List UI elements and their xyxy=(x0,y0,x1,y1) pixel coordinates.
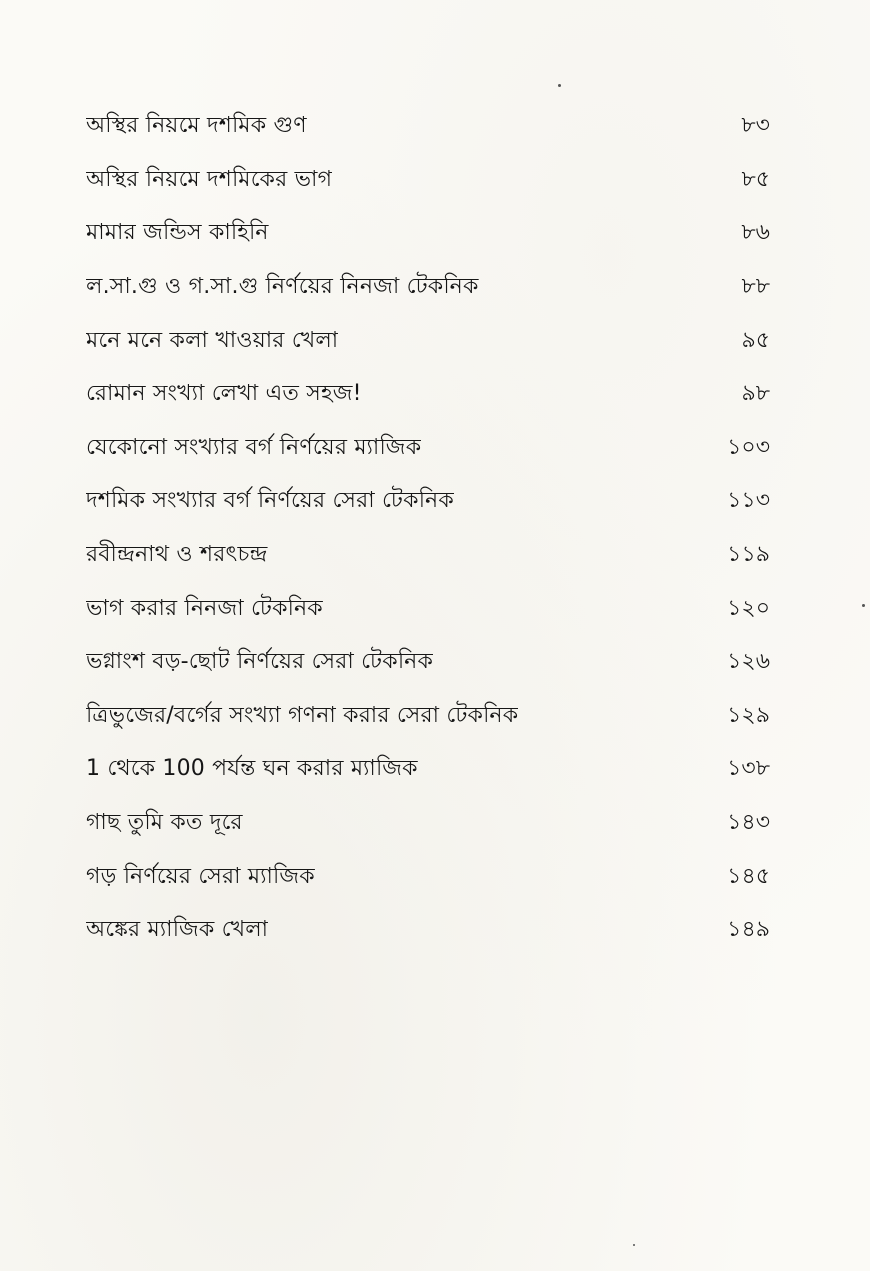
toc-entry[interactable] xyxy=(86,797,770,851)
toc-entry-page: ৮৬ xyxy=(741,220,770,246)
toc-entry-title: মামার জন্ডিস কাহিনি xyxy=(86,220,269,246)
toc-entry[interactable] xyxy=(86,368,770,422)
toc-entry-title: গড় নির্ণয়ের সেরা ম্যাজিক xyxy=(86,863,315,889)
toc-entry[interactable] xyxy=(86,743,770,797)
toc-entry-page: ১৪৫ xyxy=(727,863,770,889)
toc-entry-title: দশমিক সংখ্যার বর্গ নির্ণয়ের সেরা টেকনিক xyxy=(86,488,454,514)
toc-entry-title: ত্রিভুজের/বর্গের সংখ্যা গণনা করার সেরা টেকনিক xyxy=(86,702,519,728)
toc-entry-page: ১১৯ xyxy=(727,542,770,568)
toc-entry-title: রবীন্দ্রনাথ ও শরৎচন্দ্র xyxy=(86,542,268,568)
toc-entry[interactable] xyxy=(86,529,770,583)
toc-entry-title: অস্থির নিয়মে দশমিকের ভাগ xyxy=(86,166,333,192)
toc-entry[interactable] xyxy=(86,261,770,315)
toc-entry-title: রোমান সংখ্যা লেখা এত সহজ! xyxy=(86,381,362,407)
toc-entry-title: ল.সা.গু ও গ.সা.গু নির্ণয়ের নিনজা টেকনিক xyxy=(86,274,479,300)
toc-entry-page: ১০৩ xyxy=(727,434,770,460)
toc-entry[interactable] xyxy=(86,475,770,529)
toc-entry[interactable] xyxy=(86,850,770,904)
toc-entry-page: ১৪৩ xyxy=(727,810,770,836)
toc-entry[interactable] xyxy=(86,582,770,636)
toc-entry-page: ১৩৮ xyxy=(727,756,770,782)
toc-entry-title: ভাগ করার নিনজা টেকনিক xyxy=(86,595,323,621)
toc-entry-page: ১৪৯ xyxy=(727,917,770,943)
toc-entry-page: ১২০ xyxy=(727,595,770,621)
print-speck xyxy=(558,84,561,87)
toc-entry-title: 1 থেকে 100 পর্যন্ত ঘন করার ম্যাজিক xyxy=(86,756,418,782)
toc-entry-title: মনে মনে কলা খাওয়ার খেলা xyxy=(86,327,339,353)
print-speck xyxy=(633,1244,635,1246)
toc-entry-title: যেকোনো সংখ্যার বর্গ নির্ণয়ের ম্যাজিক xyxy=(86,434,422,460)
toc-entry-title: গাছ তুমি কত দূরে xyxy=(86,810,243,836)
table-of-contents xyxy=(86,100,770,958)
toc-entry[interactable] xyxy=(86,314,770,368)
toc-entry[interactable] xyxy=(86,422,770,476)
toc-entry-page: ১২৬ xyxy=(727,649,770,675)
toc-entry-title: ভগ্নাংশ বড়-ছোট নির্ণয়ের সেরা টেকনিক xyxy=(86,649,434,675)
toc-entry[interactable] xyxy=(86,636,770,690)
toc-entry[interactable] xyxy=(86,690,770,744)
toc-entry-page: ১১৩ xyxy=(727,488,770,514)
toc-entry[interactable] xyxy=(86,207,770,261)
toc-entry-page: ৯৮ xyxy=(741,381,770,407)
print-speck xyxy=(862,604,865,607)
toc-entry[interactable] xyxy=(86,100,770,154)
toc-entry[interactable] xyxy=(86,904,770,958)
toc-entry-page: ৮৩ xyxy=(741,113,770,139)
toc-entry-page: ১২৯ xyxy=(727,702,770,728)
toc-entry-title: অস্থির নিয়মে দশমিক গুণ xyxy=(86,113,307,139)
toc-entry-page: ৮৫ xyxy=(741,166,770,192)
toc-entry-page: ৮৮ xyxy=(741,274,770,300)
toc-entry-page: ৯৫ xyxy=(741,327,770,353)
toc-entry-title: অঙ্কের ম্যাজিক খেলা xyxy=(86,917,269,943)
toc-entry[interactable] xyxy=(86,154,770,208)
